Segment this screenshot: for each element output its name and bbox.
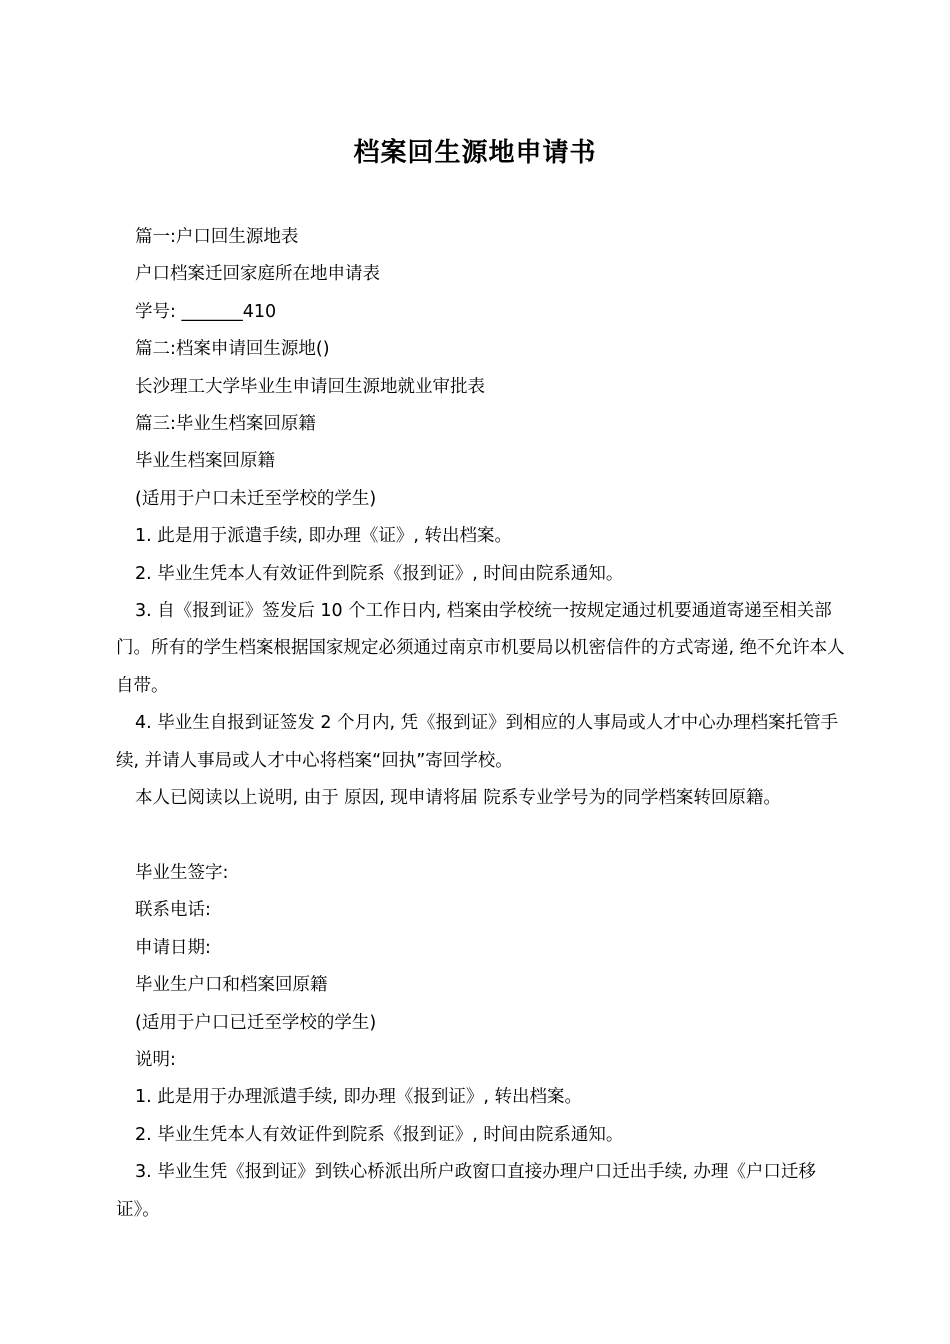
student-id-line: 学号: _______410: [135, 301, 277, 322]
applicability-note: (适用于户口已迁至学校的学生): [135, 1012, 377, 1033]
applicability-note: (适用于户口未迁至学校的学生): [135, 488, 377, 509]
instruction-item: 1. 此是用于办理派遣手续, 即办理《报到证》, 转出档案。: [135, 1087, 583, 1108]
section-heading-1: 篇一:户口回生源地表: [135, 227, 299, 247]
signature-field-label: 毕业生签字:: [135, 862, 229, 883]
instruction-item: 2. 毕业生凭本人有效证件到院系《报到证》, 时间由院系通知。: [135, 563, 624, 584]
subsection-title: 毕业生户口和档案回原籍: [135, 975, 328, 996]
instruction-item: 3. 毕业生凭《报到证》到铁心桥派出所户政窗口直接办理户口迁出手续, 办理《户口迁移证》。: [116, 1162, 816, 1220]
instruction-item: 4. 毕业生自报到证签发 2 个月内, 凭《报到证》到相应的人事局或人才中心办理档案托管手续, 并请人事局或人才中心将档案“回执”寄回学校。: [116, 713, 839, 771]
date-field-label: 申请日期:: [135, 937, 211, 958]
section-heading-3: 篇三:毕业生档案回原籍: [135, 414, 316, 435]
instruction-item: 1. 此是用于派遣手续, 即办理《证》, 转出档案。: [135, 526, 513, 547]
blank-line: [116, 818, 846, 855]
form-title: 户口档案迁回家庭所在地申请表: [135, 264, 380, 285]
phone-field-label: 联系电话:: [135, 900, 211, 921]
instruction-item: 3. 自《报到证》签发后 10 个工作日内, 档案由学校统一按规定通过机要通道寄递至相关部门。所有的学生档案根据国家规定必须通过南京市机要局以机密信件的方式寄递, 绝不允许本人自带。: [116, 601, 845, 696]
instruction-item: 2. 毕业生凭本人有效证件到院系《报到证》, 时间由院系通知。: [135, 1124, 624, 1145]
explanation-label: 说明:: [135, 1049, 176, 1070]
document-body: [116, 219, 846, 1229]
declaration-statement: 本人已阅读以上说明, 由于 原因, 现申请将届 院系专业学号为的同学档案转回原籍。: [135, 788, 781, 809]
approval-form-title: 长沙理工大学毕业生申请回生源地就业审批表: [135, 376, 485, 397]
subsection-title: 毕业生档案回原籍: [135, 451, 275, 472]
document-title: 档案回生源地申请书: [353, 138, 597, 168]
section-heading-2: 篇二:档案申请回生源地(): [135, 339, 330, 360]
